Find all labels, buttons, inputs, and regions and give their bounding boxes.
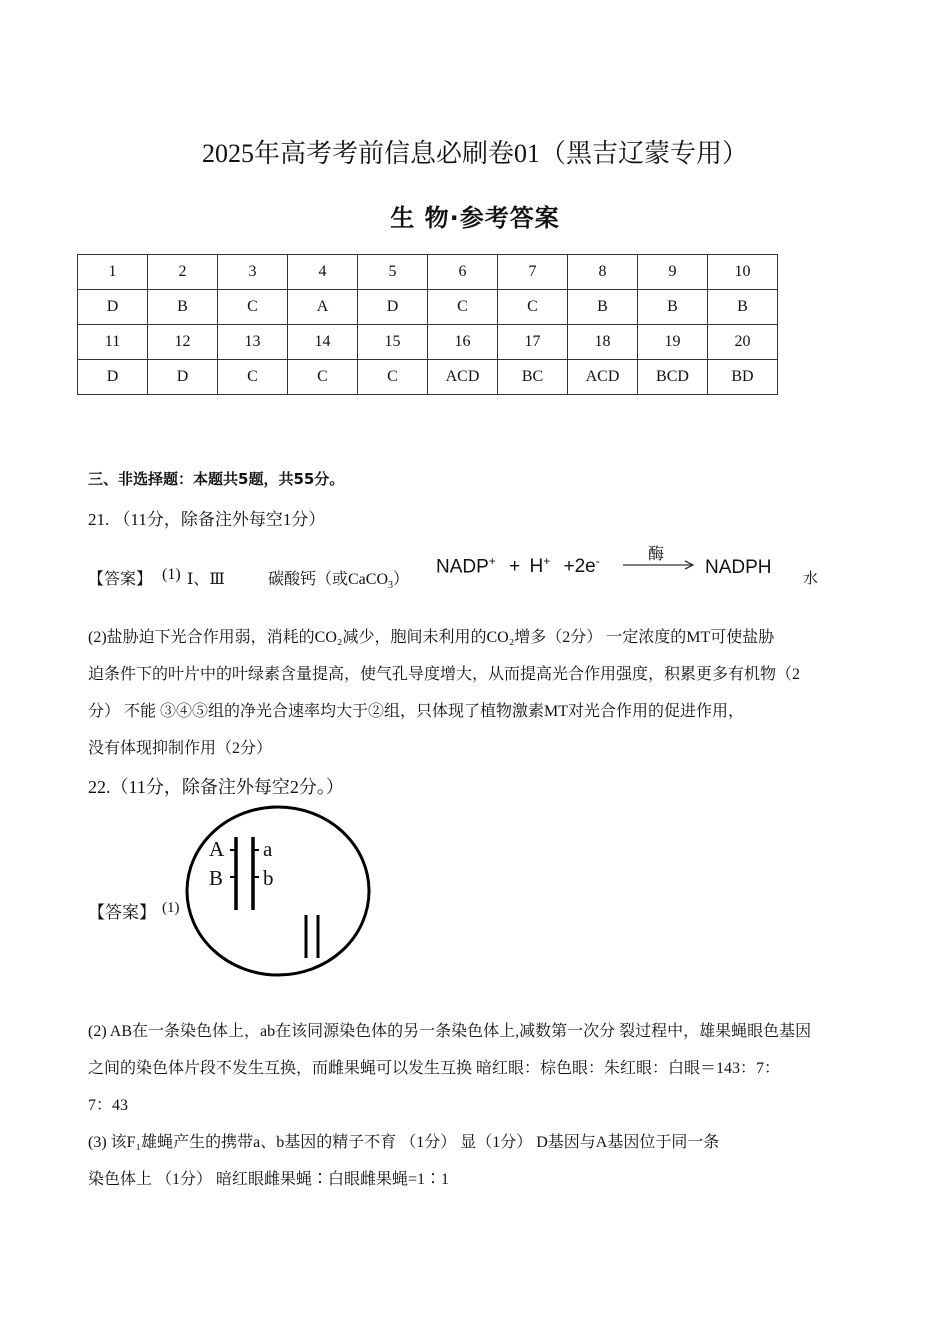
- answer-table-cell: 2: [148, 255, 218, 290]
- answer-table-cell: C: [428, 290, 498, 325]
- gene-label-a: a: [263, 837, 273, 861]
- answer-table-cell: D: [78, 290, 148, 325]
- answer-table-cell: 5: [358, 255, 428, 290]
- q21-part2-line: (2)盐胁迫下光合作用弱，消耗的CO₂减少，胞间未利用的CO₂增多（2分） 一定浓度的MT可使盐胁: [88, 629, 775, 646]
- answer-table-cell: 12: [148, 325, 218, 360]
- answer-table-cell: 7: [498, 255, 568, 290]
- q22-part3-line: 染色体上 （1分） 暗红眼雌果蝇∶白眼雌果蝇=1∶1: [88, 1171, 450, 1188]
- answer-table-cell: B: [568, 290, 638, 325]
- q22-part2-line: 7：43: [88, 1097, 129, 1114]
- q22-header: 22.（11分，除备注外每空2分。）: [88, 777, 344, 797]
- answer-table-cell: 8: [568, 255, 638, 290]
- reaction-arrow-icon: [622, 558, 698, 572]
- answer-table-cell: C: [218, 360, 288, 395]
- q21-header: 21. （11分，除备注外每空1分）: [88, 510, 326, 529]
- answer-table-cell: 13: [218, 325, 288, 360]
- answer-table-cell: B: [638, 290, 708, 325]
- answer-table-cell: B: [148, 290, 218, 325]
- answer-table-cell: 16: [428, 325, 498, 360]
- answer-table-cell: 19: [638, 325, 708, 360]
- q22-part1-num: (1): [162, 900, 180, 916]
- section-heading: 三、非选择题：本题共5题，共55分。: [88, 470, 345, 488]
- q21-part2-line: 没有体现抑制作用（2分）: [88, 740, 273, 757]
- enzyme-label: 酶: [648, 546, 665, 563]
- q21-part1-answer-a: Ⅰ、Ⅲ: [187, 571, 225, 588]
- answer-table-cell: BD: [708, 360, 778, 395]
- q22-part3-line: (3) 该F₁雄蝇产生的携带a、b基因的精子不育 （1分） 显（1分） D基因与A基因位于同一条: [88, 1134, 720, 1151]
- answer-table-cell: 11: [78, 325, 148, 360]
- answer-table: [77, 254, 778, 395]
- answer-table-cell: D: [148, 360, 218, 395]
- q22-part2: [88, 1013, 868, 1124]
- answer-table-cell: 14: [288, 325, 358, 360]
- q21-answer-label: 【答案】: [88, 571, 153, 588]
- answer-table-cell: ACD: [428, 360, 498, 395]
- q22-part2-line: (2) AB在一条染色体上，ab在该同源染色体的另一条染色体上,减数第一次分 裂过程中，雄果蝇眼色基因: [88, 1023, 812, 1040]
- answer-table-cell: 1: [78, 255, 148, 290]
- answer-table-cell: C: [288, 360, 358, 395]
- q21-part1-water: 水: [803, 571, 819, 587]
- document-title: 2025年高考考前信息必刷卷01（黑吉辽蒙专用）: [201, 139, 748, 168]
- answer-table-row: [78, 290, 778, 325]
- answer-table-cell: A: [288, 290, 358, 325]
- answer-table-cell: D: [358, 290, 428, 325]
- q21-part2-line: 迫条件下的叶片中的叶绿素含量提高，使气孔导度增大，从而提高光合作用强度，积累更多有机物（2: [88, 666, 801, 683]
- gene-label-A: A: [209, 837, 225, 861]
- answer-table-cell: B: [708, 290, 778, 325]
- answer-table-cell: 6: [428, 255, 498, 290]
- q22-part3: [88, 1124, 868, 1198]
- answer-table-cell: C: [358, 360, 428, 395]
- answer-table-cell: 9: [638, 255, 708, 290]
- q21-part2: [88, 619, 868, 767]
- answer-table-row: [78, 360, 778, 395]
- answer-table-cell: ACD: [568, 360, 638, 395]
- answer-table-row: [78, 325, 778, 360]
- q21-part1-num: (1): [162, 566, 181, 583]
- gene-label-b: b: [263, 866, 274, 890]
- answer-table-cell: 20: [708, 325, 778, 360]
- nadph-equation: NADP+ + H+ +2e-: [436, 554, 600, 578]
- gene-label-B: B: [209, 866, 224, 890]
- answer-table-cell: BC: [498, 360, 568, 395]
- answer-table-cell: 4: [288, 255, 358, 290]
- answer-table-cell: 3: [218, 255, 288, 290]
- answer-table-cell: D: [78, 360, 148, 395]
- nadph-product: NADPH: [705, 557, 772, 578]
- q21-part1-answer-b: 碳酸钙（或CaCO$_3$）: [268, 571, 410, 592]
- answer-table-cell: BCD: [638, 360, 708, 395]
- answer-table-cell: 15: [358, 325, 428, 360]
- answer-table-cell: C: [498, 290, 568, 325]
- q21-part2-line: 分） 不能 ③④⑤组的净光合速率均大于②组，只体现了植物激素MT对光合作用的促进作用，: [88, 703, 745, 720]
- document-subtitle: 生 物·参考答案: [390, 204, 560, 232]
- q22-part2-line: 之间的染色体片段不发生互换，而雌果蝇可以发生互换 暗红眼：棕色眼：朱红眼：白眼＝143：7：: [88, 1060, 781, 1077]
- answer-table-cell: 18: [568, 325, 638, 360]
- answer-table-cell: C: [218, 290, 288, 325]
- answer-table-cell: 10: [708, 255, 778, 290]
- answer-table-cell: 17: [498, 325, 568, 360]
- answer-table-row: [78, 255, 778, 290]
- cell-chromosome-diagram: [185, 804, 375, 979]
- q22-answer-label: 【答案】: [88, 903, 156, 922]
